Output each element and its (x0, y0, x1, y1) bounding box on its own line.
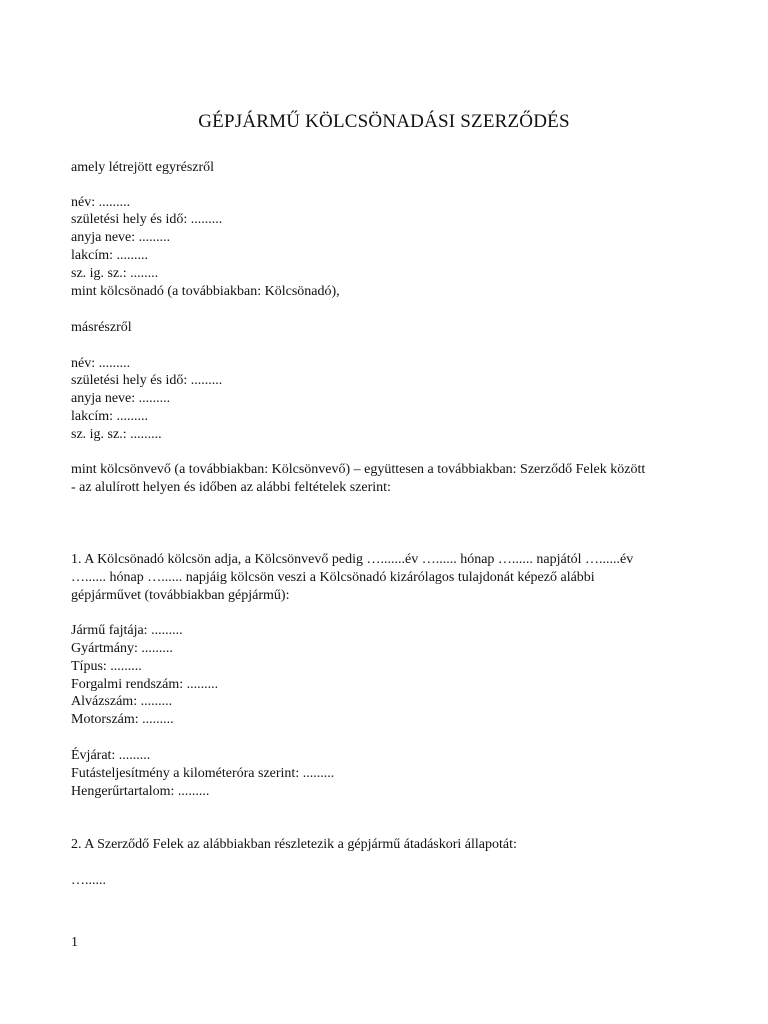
vehicle-engine: Motorszám: ......... (71, 712, 174, 727)
vehicle-model: Típus: ......... (71, 659, 142, 674)
role-line-1: mint kölcsönvevő (a továbbiakban: Kölcsönvevő) – együttesen a továbbiakban: Szerződő Felek között (71, 462, 646, 477)
vehicle-chassis: Alvázszám: ......... (71, 694, 173, 709)
party2-name: név: ......... (71, 356, 131, 371)
party1-birth: születési hely és idő: ......... (71, 212, 223, 227)
vehicle-displacement: Hengerűrtartalom: ......... (71, 784, 210, 799)
party1-id: sz. ig. sz.: ........ (71, 266, 159, 281)
party1-name: név: ......... (71, 195, 131, 210)
vehicle-year: Évjárat: ......... (71, 748, 151, 763)
vehicle-type: Jármű fajtája: ......... (71, 623, 183, 638)
party1-role: mint kölcsönadó (a továbbiakban: Kölcsönadó), (71, 284, 340, 299)
clause2-text: 2. A Szerződő Felek az alábbiakban részletezik a gépjármű átadáskori állapotát: (71, 837, 517, 852)
party2-mother: anyja neve: ......... (71, 391, 171, 406)
party2-address: lakcím: ......... (71, 409, 148, 424)
page-number: 1 (71, 935, 78, 950)
clause1-line-1: 1. A Kölcsönadó kölcsön adja, a Kölcsönvevő pedig ….......év …...... hónap …...... napjától …......év (71, 552, 634, 567)
party2-birth: születési hely és idő: ......... (71, 373, 223, 388)
other-side-line: másrészről (71, 320, 132, 335)
role-line-2: - az alulírott helyen és időben az alábbi feltételek szerint: (71, 480, 391, 495)
intro-line: amely létrejött egyrészről (71, 160, 215, 175)
clause2-placeholder: …...... (71, 873, 106, 888)
vehicle-make: Gyártmány: ......... (71, 641, 173, 656)
document-title: GÉPJÁRMŰ KÖLCSÖNADÁSI SZERZŐDÉS (198, 111, 570, 132)
vehicle-mileage: Futásteljesítmény a kilométeróra szerint: ......... (71, 766, 335, 781)
party2-id: sz. ig. sz.: ......... (71, 427, 162, 442)
party1-mother: anyja neve: ......... (71, 230, 171, 245)
clause1-line-2: …...... hónap …...... napjáig kölcsön veszi a Kölcsönadó kizárólagos tulajdonát képező alábbi (71, 570, 595, 585)
party1-address: lakcím: ......... (71, 248, 148, 263)
clause1-line-3: gépjárművet (továbbiakban gépjármű): (71, 588, 290, 603)
vehicle-plate: Forgalmi rendszám: ......... (71, 677, 219, 692)
